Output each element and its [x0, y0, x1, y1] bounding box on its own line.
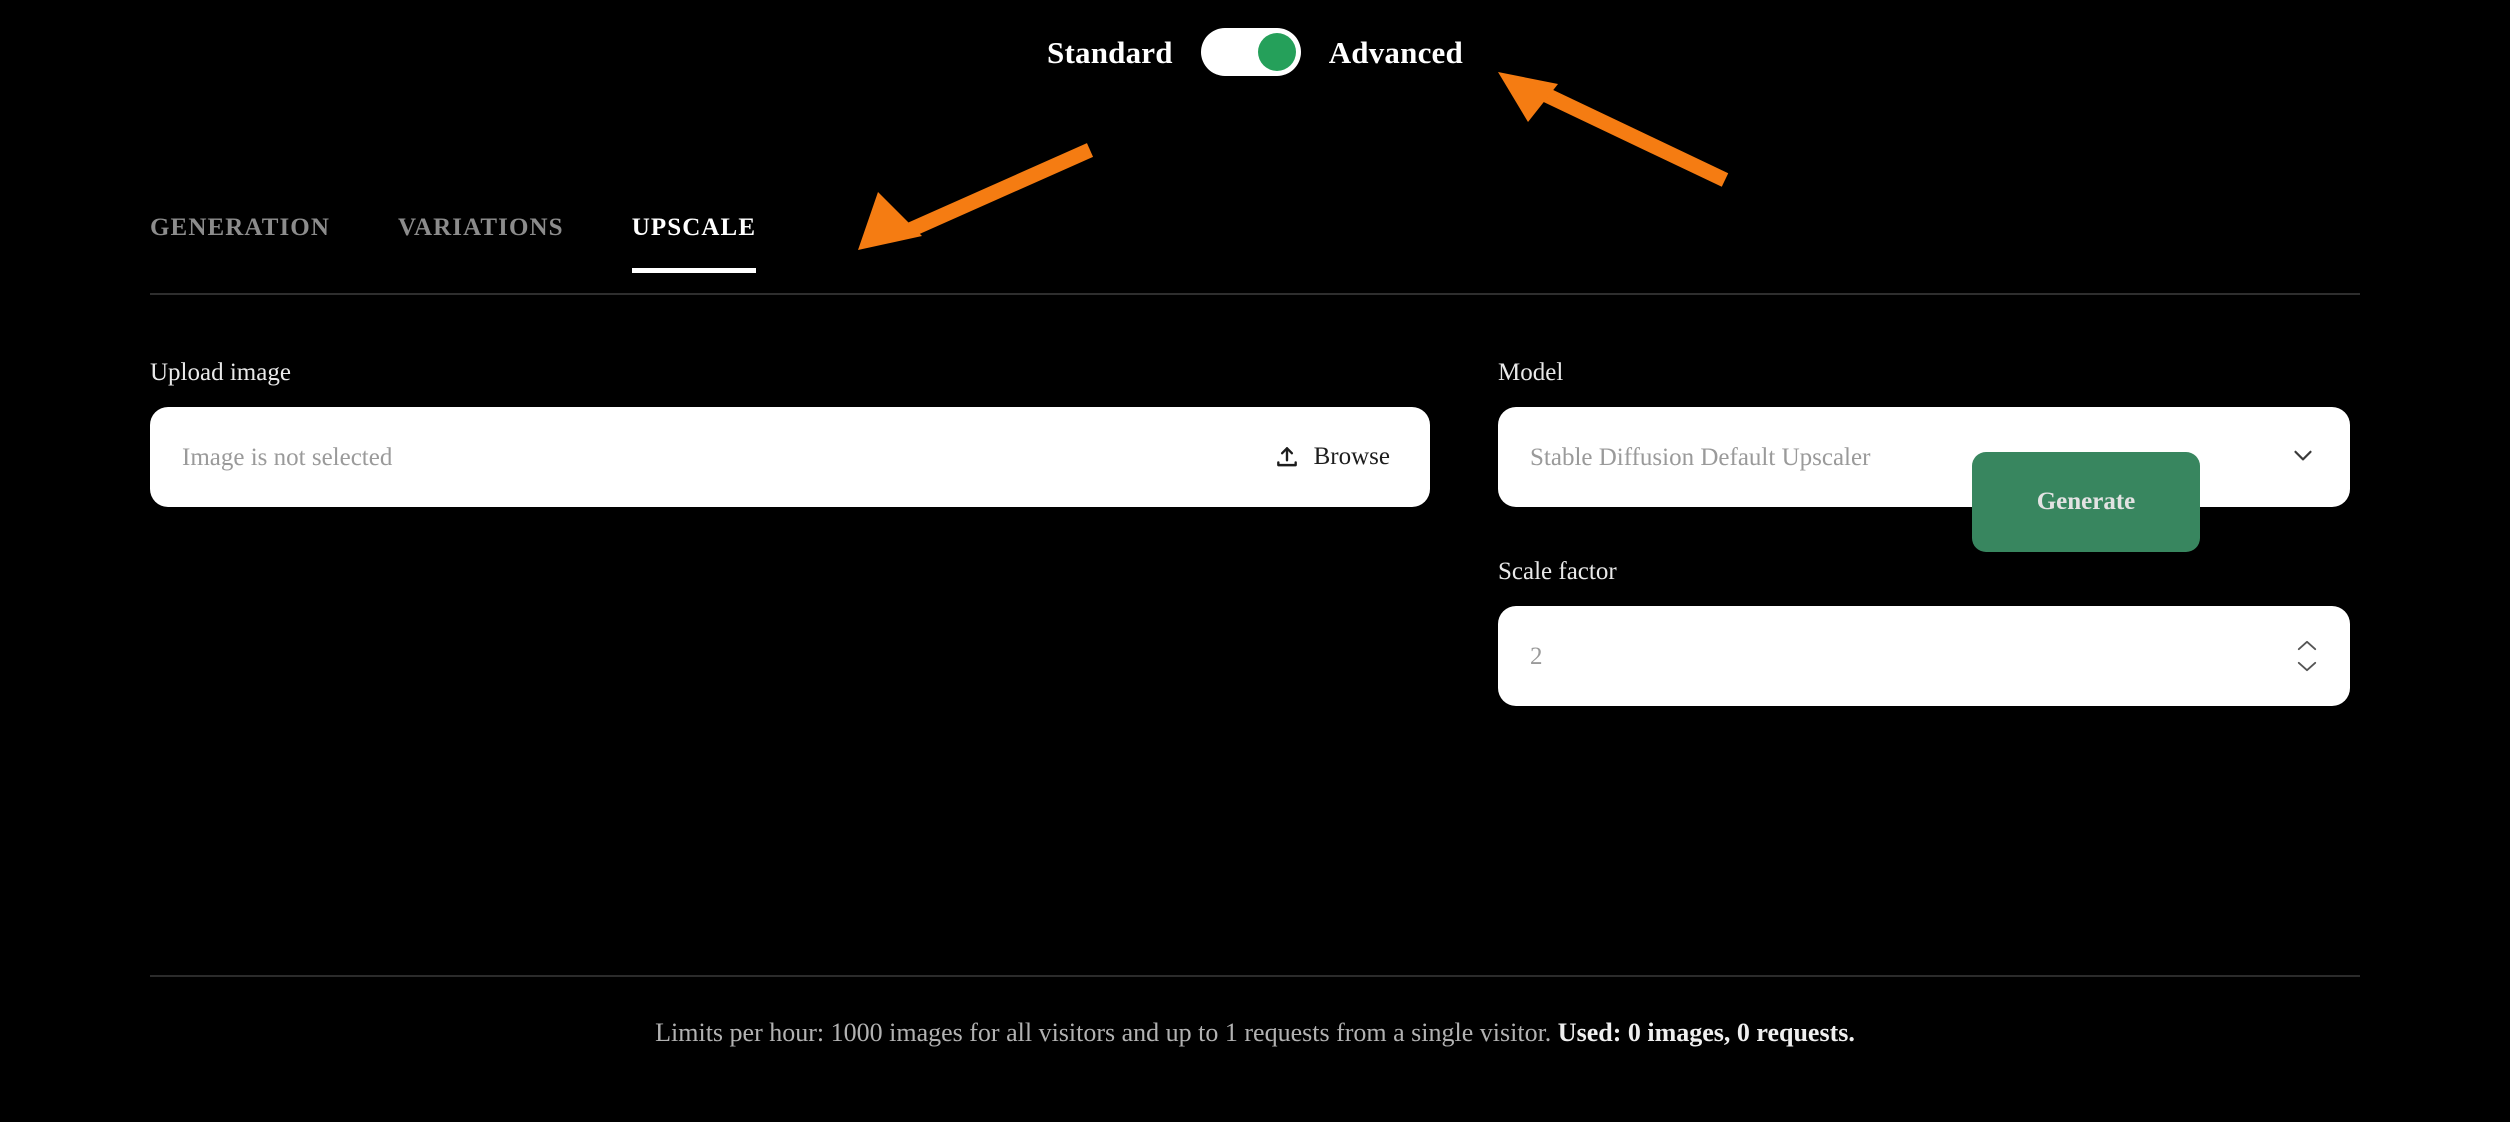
tab-variations[interactable]: VARIATIONS	[398, 214, 564, 241]
tab-upscale[interactable]: UPSCALE	[632, 215, 756, 273]
generate-button[interactable]: Generate	[1972, 452, 2200, 552]
upload-image-field[interactable]	[150, 407, 1430, 507]
chevron-down-icon	[2288, 440, 2318, 475]
limits-footer	[0, 1020, 2510, 1046]
upload-column	[150, 360, 1430, 507]
mode-toggle-bar	[0, 28, 2510, 76]
standard-mode-label: Standard	[1047, 34, 1173, 70]
advanced-mode-label: Advanced	[1328, 34, 1463, 70]
model-value: Stable Diffusion Default Upscaler	[1530, 443, 1871, 471]
upload-icon	[1274, 444, 1300, 470]
footer-divider	[150, 975, 2360, 977]
toggle-knob	[1258, 33, 1296, 71]
limits-text: Limits per hour: 1000 images for all visitors and up to 1 requests from a single visitor.	[655, 1018, 1552, 1047]
upload-image-label: Upload image	[150, 359, 291, 386]
limits-used-text: Used: 0 images, 0 requests.	[1557, 1018, 1855, 1047]
scale-factor-input[interactable]	[1498, 606, 2350, 706]
mode-toggle-switch[interactable]	[1201, 28, 1301, 76]
arrow-pointing-to-advanced-toggle	[1480, 70, 1740, 200]
scale-factor-value: 2	[1530, 642, 1543, 670]
upload-image-placeholder: Image is not selected	[182, 443, 393, 471]
model-label: Model	[1498, 359, 1564, 386]
chevron-down-icon[interactable]	[2296, 660, 2318, 673]
browse-label: Browse	[1313, 443, 1390, 470]
scale-factor-label: Scale factor	[1498, 558, 1617, 585]
generate-row	[1348, 452, 2200, 552]
tab-bar	[150, 215, 2360, 291]
tab-bar-divider	[150, 293, 2360, 295]
scale-factor-stepper[interactable]	[2296, 639, 2318, 673]
chevron-up-icon[interactable]	[2296, 639, 2318, 652]
tab-generation[interactable]: GENERATION	[150, 214, 331, 241]
